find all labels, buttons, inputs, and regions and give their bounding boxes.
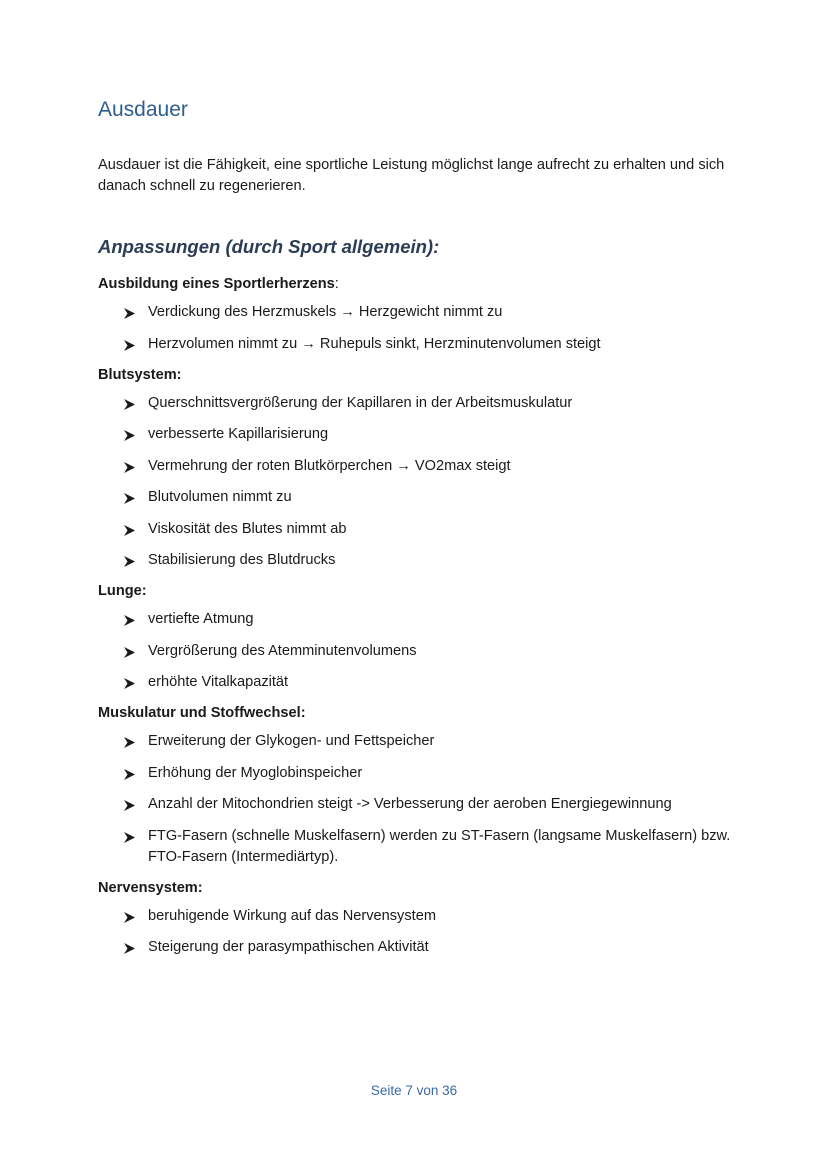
- section-title: [98, 270, 738, 298]
- list-item: [98, 763, 738, 784]
- page-heading: Ausdauer: [98, 98, 188, 121]
- list-item: [98, 609, 738, 630]
- sections-container: [98, 270, 738, 964]
- arrowhead-bullet-icon: [123, 523, 136, 536]
- arrowhead-bullet-icon: [123, 910, 136, 923]
- list-item-text: Stabilisierung des Blutdrucks: [148, 552, 336, 568]
- arrowhead-bullet-icon: [123, 397, 136, 410]
- section: [98, 270, 738, 359]
- list-item: [98, 826, 738, 868]
- section-title-text: Nervensystem:: [98, 879, 203, 896]
- list-item-text: Blutvolumen nimmt zu: [148, 489, 292, 505]
- arrowhead-bullet-icon: [123, 767, 136, 780]
- list-item: [98, 937, 738, 958]
- page-footer: Seite 7 von 36: [370, 1083, 458, 1098]
- list-item: [98, 672, 738, 693]
- list-item: [98, 393, 738, 414]
- list-item: [98, 487, 738, 508]
- section: [98, 874, 738, 963]
- arrowhead-bullet-icon: [123, 645, 136, 658]
- intro-paragraph: Ausdauer ist die Fähigkeit, eine sportliche Leistung möglichst lange aufrecht zu erhalten und sich danach schnell zu regenerieren.: [98, 157, 725, 194]
- arrowhead-bullet-icon: [123, 798, 136, 811]
- list-item: [98, 424, 738, 445]
- bullet-list: [98, 727, 738, 872]
- list-item-text: Steigerung der parasympathischen Aktivität: [148, 939, 429, 955]
- section-title-text: Lunge:: [98, 583, 147, 599]
- list-item-text: Vermehrung der roten Blutkörperchen → VO2max steigt: [148, 457, 511, 474]
- list-item-text: erhöhte Vitalkapazität: [148, 674, 289, 690]
- list-item-text: vertiefte Atmung: [148, 611, 254, 627]
- arrowhead-bullet-icon: [123, 941, 136, 954]
- section: [98, 361, 738, 576]
- arrowhead-bullet-icon: [123, 676, 136, 689]
- list-item-text: Verdickung des Herzmuskels → Herzgewicht nimmt zu: [148, 304, 503, 320]
- list-item: [98, 794, 738, 815]
- list-item: [98, 519, 738, 540]
- subheading: Anpassungen (durch Sport allgemein):: [98, 236, 440, 257]
- section: [98, 699, 738, 872]
- section-title-suffix: :: [334, 276, 339, 292]
- section-title: [98, 361, 738, 389]
- list-item-text: Anzahl der Mitochondrien steigt -> Verbesserung der aeroben Energiegewinnung: [148, 796, 672, 812]
- section-title: [98, 699, 738, 727]
- bullet-list: [98, 605, 738, 697]
- list-item: [98, 731, 738, 752]
- list-item: [98, 334, 738, 355]
- section-title: [98, 577, 738, 605]
- list-item-text: Herzvolumen nimmt zu → Ruhepuls sinkt, Herzminutenvolumen steigt: [148, 335, 601, 352]
- section-title-text: Blutsystem:: [98, 366, 182, 383]
- list-item: [98, 906, 738, 927]
- list-item: [98, 550, 738, 571]
- arrowhead-bullet-icon: [123, 460, 136, 473]
- section-title: [98, 874, 738, 902]
- section: [98, 577, 738, 697]
- list-item: [98, 641, 738, 662]
- list-item-text: Vergrößerung des Atemminutenvolumens: [148, 642, 417, 659]
- list-item-text: Erhöhung der Myoglobinspeicher: [148, 764, 363, 781]
- list-item-text: Viskosität des Blutes nimmt ab: [148, 520, 347, 537]
- section-title-text: Ausbildung eines Sportlerherzens: [98, 276, 335, 292]
- arrowhead-bullet-icon: [123, 613, 136, 626]
- section-title-text: Muskulatur und Stoffwechsel:: [98, 705, 306, 721]
- list-item: [98, 302, 738, 323]
- arrowhead-bullet-icon: [123, 735, 136, 748]
- list-item-text: Querschnittsvergrößerung der Kapillaren in der Arbeitsmuskulatur: [148, 394, 573, 411]
- list-item-text: verbesserte Kapillarisierung: [148, 426, 329, 442]
- arrowhead-bullet-icon: [123, 306, 136, 319]
- list-item: [98, 456, 738, 477]
- bullet-list: [98, 389, 738, 576]
- list-item-text: Erweiterung der Glykogen- und Fettspeicher: [148, 733, 435, 749]
- arrowhead-bullet-icon: [123, 428, 136, 441]
- arrowhead-bullet-icon: [123, 338, 136, 351]
- arrowhead-bullet-icon: [123, 491, 136, 504]
- list-item-text: FTG-Fasern (schnelle Muskelfasern) werden zu ST-Fasern (langsame Muskelfasern) bzw. FTO-Fasern (Intermediärtyp).: [148, 827, 731, 865]
- bullet-list: [98, 298, 738, 359]
- list-item-text: beruhigende Wirkung auf das Nervensystem: [148, 907, 436, 924]
- bullet-list: [98, 902, 738, 963]
- arrowhead-bullet-icon: [123, 830, 136, 843]
- arrowhead-bullet-icon: [123, 554, 136, 567]
